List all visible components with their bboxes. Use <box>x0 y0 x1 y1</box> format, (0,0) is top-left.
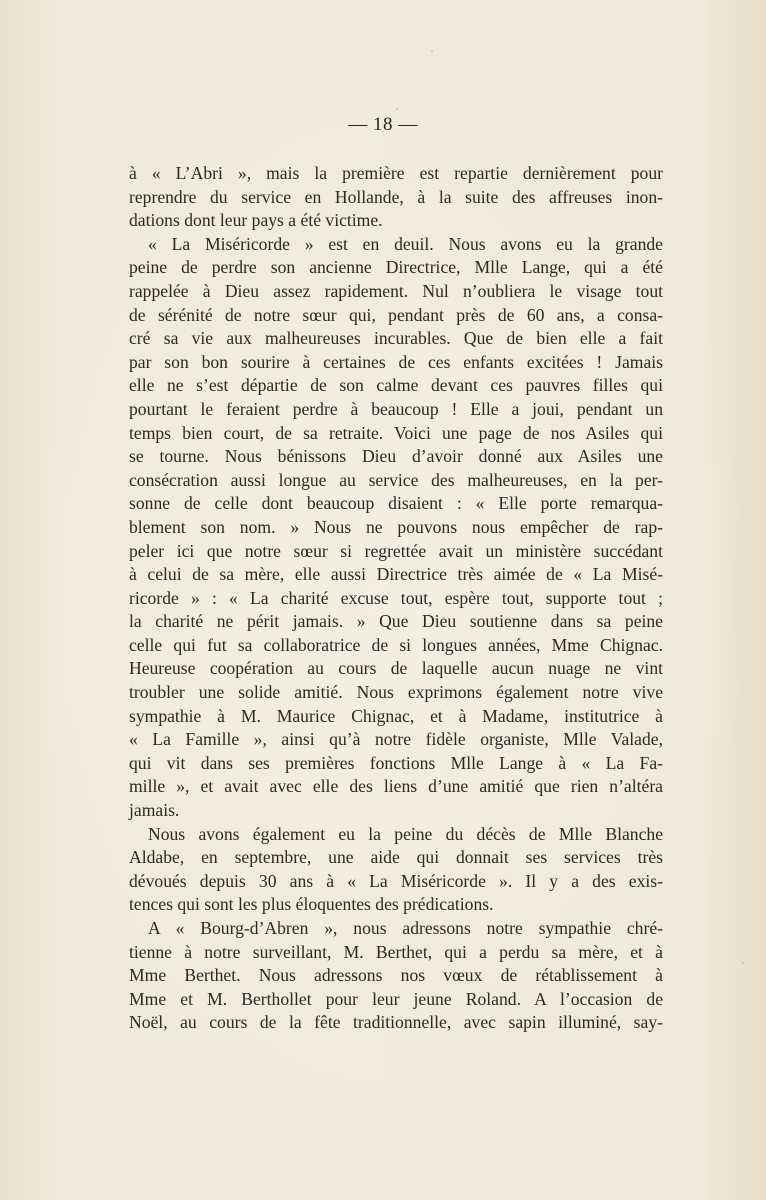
text-line: Heureuse coopération au cours de laquelle aucun nuage ne vint <box>129 658 663 679</box>
text-line: Mme et M. Berthollet pour leur jeune Roland. A l’occasion de <box>129 988 663 1009</box>
body-text <box>129 162 663 1035</box>
text-line: « La Famille », ainsi qu’à notre fidèle organiste, Mlle Valade, <box>129 729 663 750</box>
text-line: dations dont leur pays a été victime. <box>129 210 383 231</box>
paper-speck <box>431 50 433 52</box>
text-line: tienne à notre surveillant, M. Berthet, qui a perdu sa mère, et à <box>129 941 663 962</box>
text-line: à celui de sa mère, elle aussi Directrice très aimée de « La Misé- <box>129 564 663 585</box>
text-line: jamais. <box>129 800 180 821</box>
text-line: tences qui sont les plus éloquentes des prédications. <box>129 894 494 915</box>
text-line: ricorde » : « La charité excuse tout, espère tout, supporte tout ; <box>129 587 663 608</box>
text-line: troubler une solide amitié. Nous exprimons également notre vive <box>129 682 663 703</box>
text-line: peler ici que notre sœur si regrettée avait un ministère succédant <box>129 540 663 561</box>
text-line: peine de perdre son ancienne Directrice, Mlle Lange, qui a été <box>129 257 663 278</box>
text-line: Aldabe, en septembre, une aide qui donnait ses services très <box>129 847 663 868</box>
text-line: par son bon sourire à certaines de ces enfants excitées ! Jamais <box>129 351 663 372</box>
text-line: Noël, au cours de la fête traditionnelle, avec sapin illuminé, say- <box>129 1012 663 1033</box>
text-line: consécration aussi longue au service des malheureuses, en la per- <box>129 469 663 490</box>
text-line: sonne de celle dont beaucoup disaient : « Elle porte remarqua- <box>129 493 663 514</box>
text-line: sympathie à M. Maurice Chignac, et à Madame, institutrice à <box>129 705 663 726</box>
text-line: cré sa vie aux malheureuses incurables. Que de bien elle a fait <box>129 328 663 349</box>
text-line: rappelée à Dieu assez rapidement. Nul n’oubliera le visage tout <box>129 280 663 301</box>
text-line: se tourne. Nous bénissons Dieu d’avoir donné aux Asiles une <box>129 446 663 467</box>
page-number: — 18 — <box>348 114 418 135</box>
paper-speck <box>742 962 744 964</box>
text-line: mille », et avait avec elle des liens d’une amitié que rien n’altéra <box>129 776 663 797</box>
text-line: Mme Berthet. Nous adressons nos vœux de rétablissement à <box>129 965 663 986</box>
text-line: à « L’Abri », mais la première est repartie dernièrement pour <box>129 163 663 183</box>
text-line: blement son nom. » Nous ne pouvons nous empêcher de rap- <box>129 516 663 537</box>
text-line: elle ne s’est départie de son calme devant ces pauvres filles qui <box>129 375 663 396</box>
text-line: A « Bourg-d’Abren », nous adressons notre sympathie chré- <box>148 918 663 938</box>
paper-speck <box>396 108 398 110</box>
text-line: reprendre du service en Hollande, à la suite des affreuses inon- <box>129 186 663 207</box>
text-line: Nous avons également eu la peine du décès de Mlle Blanche <box>148 823 663 844</box>
text-line: de sérénité de notre sœur qui, pendant près de 60 ans, a consa- <box>129 304 663 325</box>
text-line: dévoués depuis 30 ans à « La Miséricorde ». Il y a des exis- <box>129 870 663 891</box>
text-line: la charité ne périt jamais. » Que Dieu soutienne dans sa peine <box>129 611 663 632</box>
text-line: pourtant le feraient perdre à beaucoup ! Elle a joui, pendant un <box>129 398 663 419</box>
text-line: « La Miséricorde » est en deuil. Nous avons eu la grande <box>148 233 663 254</box>
text-line: celle qui fut sa collaboratrice de si longues années, Mme Chignac. <box>129 634 663 655</box>
text-line: temps bien court, de sa retraite. Voici une page de nos Asiles qui <box>129 422 663 443</box>
text-line: qui vit dans ses premières fonctions Mlle Lange à « La Fa- <box>129 752 663 773</box>
